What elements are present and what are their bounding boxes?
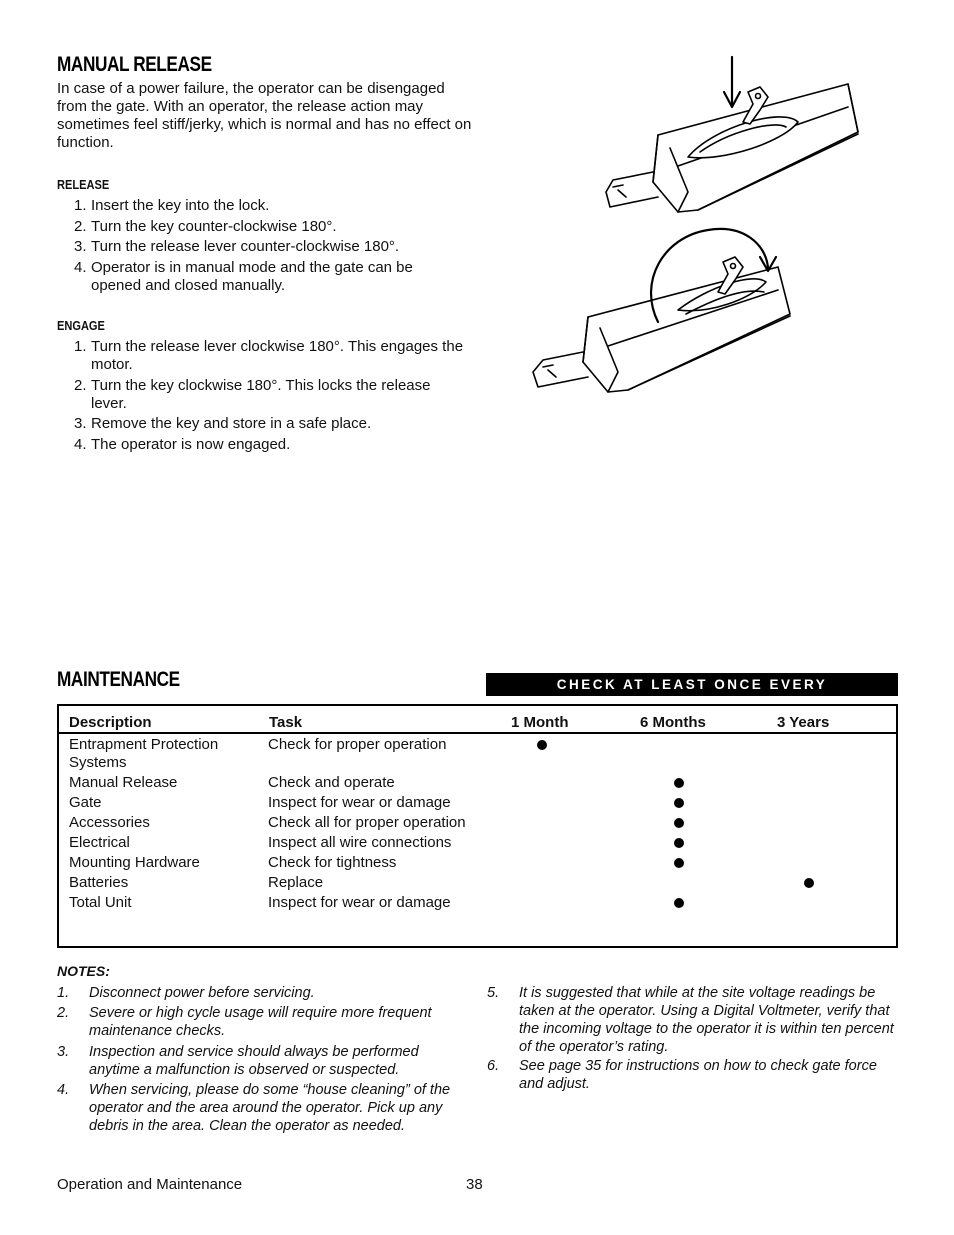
engage-steps (57, 338, 467, 456)
interval-dot (674, 798, 684, 808)
check-interval-banner: CHECK AT LEAST ONCE EVERY (486, 673, 898, 696)
column-header-task: Task (269, 714, 303, 731)
row-task: Check all for proper operation (268, 814, 466, 831)
manual-release-illustration (528, 52, 868, 397)
interval-dot (674, 778, 684, 788)
table-row (59, 894, 896, 912)
table-row (59, 814, 896, 832)
table-row (59, 736, 896, 772)
release-step: 2. Turn the key counter-clockwise 180°. (74, 217, 337, 235)
operator-key-insert-drawing (606, 57, 858, 212)
operator-lever-turn-drawing (533, 229, 790, 392)
column-header-1-month: 1 Month (511, 714, 569, 731)
row-task: Inspect all wire connections (268, 834, 452, 851)
note-item: 1. Disconnect power before servicing. (57, 985, 315, 1001)
interval-dot (674, 838, 684, 848)
row-description: Electrical (69, 834, 130, 851)
row-task: Inspect for wear or damage (268, 794, 451, 811)
interval-dot (674, 818, 684, 828)
row-description: Accessories (69, 814, 150, 831)
note-item: 4. When servicing, please do some “house cleaning” of the operator and the area around the operator. Pick up any debris in the area. Clean the operator as needed. (57, 1082, 451, 1134)
row-task: Check and operate (268, 774, 395, 791)
engage-step: 1. Turn the release lever clockwise 180°. This engages the motor. (74, 338, 464, 373)
manual-release-title: MANUAL RELEASE (57, 53, 212, 76)
table-row (59, 874, 896, 892)
engage-step: 2. Turn the key clockwise 180°. This locks the release lever. (74, 376, 431, 412)
row-description: Entrapment Protection Systems (69, 736, 219, 771)
note-item: 2. Severe or high cycle usage will require more frequent maintenance checks. (57, 1005, 432, 1039)
row-description: Batteries (69, 874, 129, 891)
row-description: Gate (69, 794, 102, 811)
column-header-6-months: 6 Months (640, 714, 706, 731)
notes-title: NOTES: (57, 963, 110, 979)
note-item: 5. It is suggested that while at the site voltage readings be taken at the operator. Using a Digital Voltmeter, verify that the incoming voltage to the operator it is within ten percent of the operator’s rating. (487, 985, 894, 1055)
page-number: 38 (466, 1176, 483, 1193)
row-description: Manual Release (69, 774, 178, 791)
row-description: Total Unit (69, 894, 132, 911)
release-step: 4. Operator is in manual mode and the gate can be opened and closed manually. (74, 258, 413, 294)
engage-subheading: ENGAGE (57, 318, 105, 333)
release-steps (57, 197, 467, 297)
column-header-3-years: 3 Years (777, 714, 830, 731)
row-description: Mounting Hardware (69, 854, 200, 871)
engage-step: 3. Remove the key and store in a safe place. (74, 415, 372, 432)
engage-step: 4. The operator is now engaged. (74, 435, 291, 453)
release-subheading: RELEASE (57, 177, 110, 192)
interval-dot (537, 740, 547, 750)
row-task: Replace (268, 874, 324, 891)
maintenance-table (57, 704, 898, 948)
table-row (59, 834, 896, 852)
row-task: Check for proper operation (268, 736, 447, 753)
interval-dot (674, 898, 684, 908)
table-row (59, 774, 896, 792)
release-step: 3. Turn the release lever counter-clockwise 180°. (74, 238, 400, 255)
table-header (59, 706, 896, 734)
interval-dot (674, 858, 684, 868)
table-row (59, 794, 896, 812)
row-task: Inspect for wear or damage (268, 894, 451, 911)
column-header-description: Description (69, 714, 152, 731)
table-row (59, 854, 896, 872)
interval-dot (804, 878, 814, 888)
note-item: 6. See page 35 for instructions on how to check gate force and adjust. (487, 1058, 877, 1092)
row-task: Check for tightness (268, 854, 397, 871)
footer-section-name: Operation and Maintenance (57, 1176, 243, 1193)
note-item: 3. Inspection and service should always be performed anytime a malfunction is observed or suspected. (57, 1044, 419, 1078)
maintenance-title: MAINTENANCE (57, 668, 180, 691)
release-step: 1. Insert the key into the lock. (74, 197, 270, 214)
manual-release-intro: In case of a power failure, the operator can be disengaged from the gate. With an operator, the release action may sometimes feel stiff/jerky, which is normal and has no effect on function. (57, 80, 472, 151)
